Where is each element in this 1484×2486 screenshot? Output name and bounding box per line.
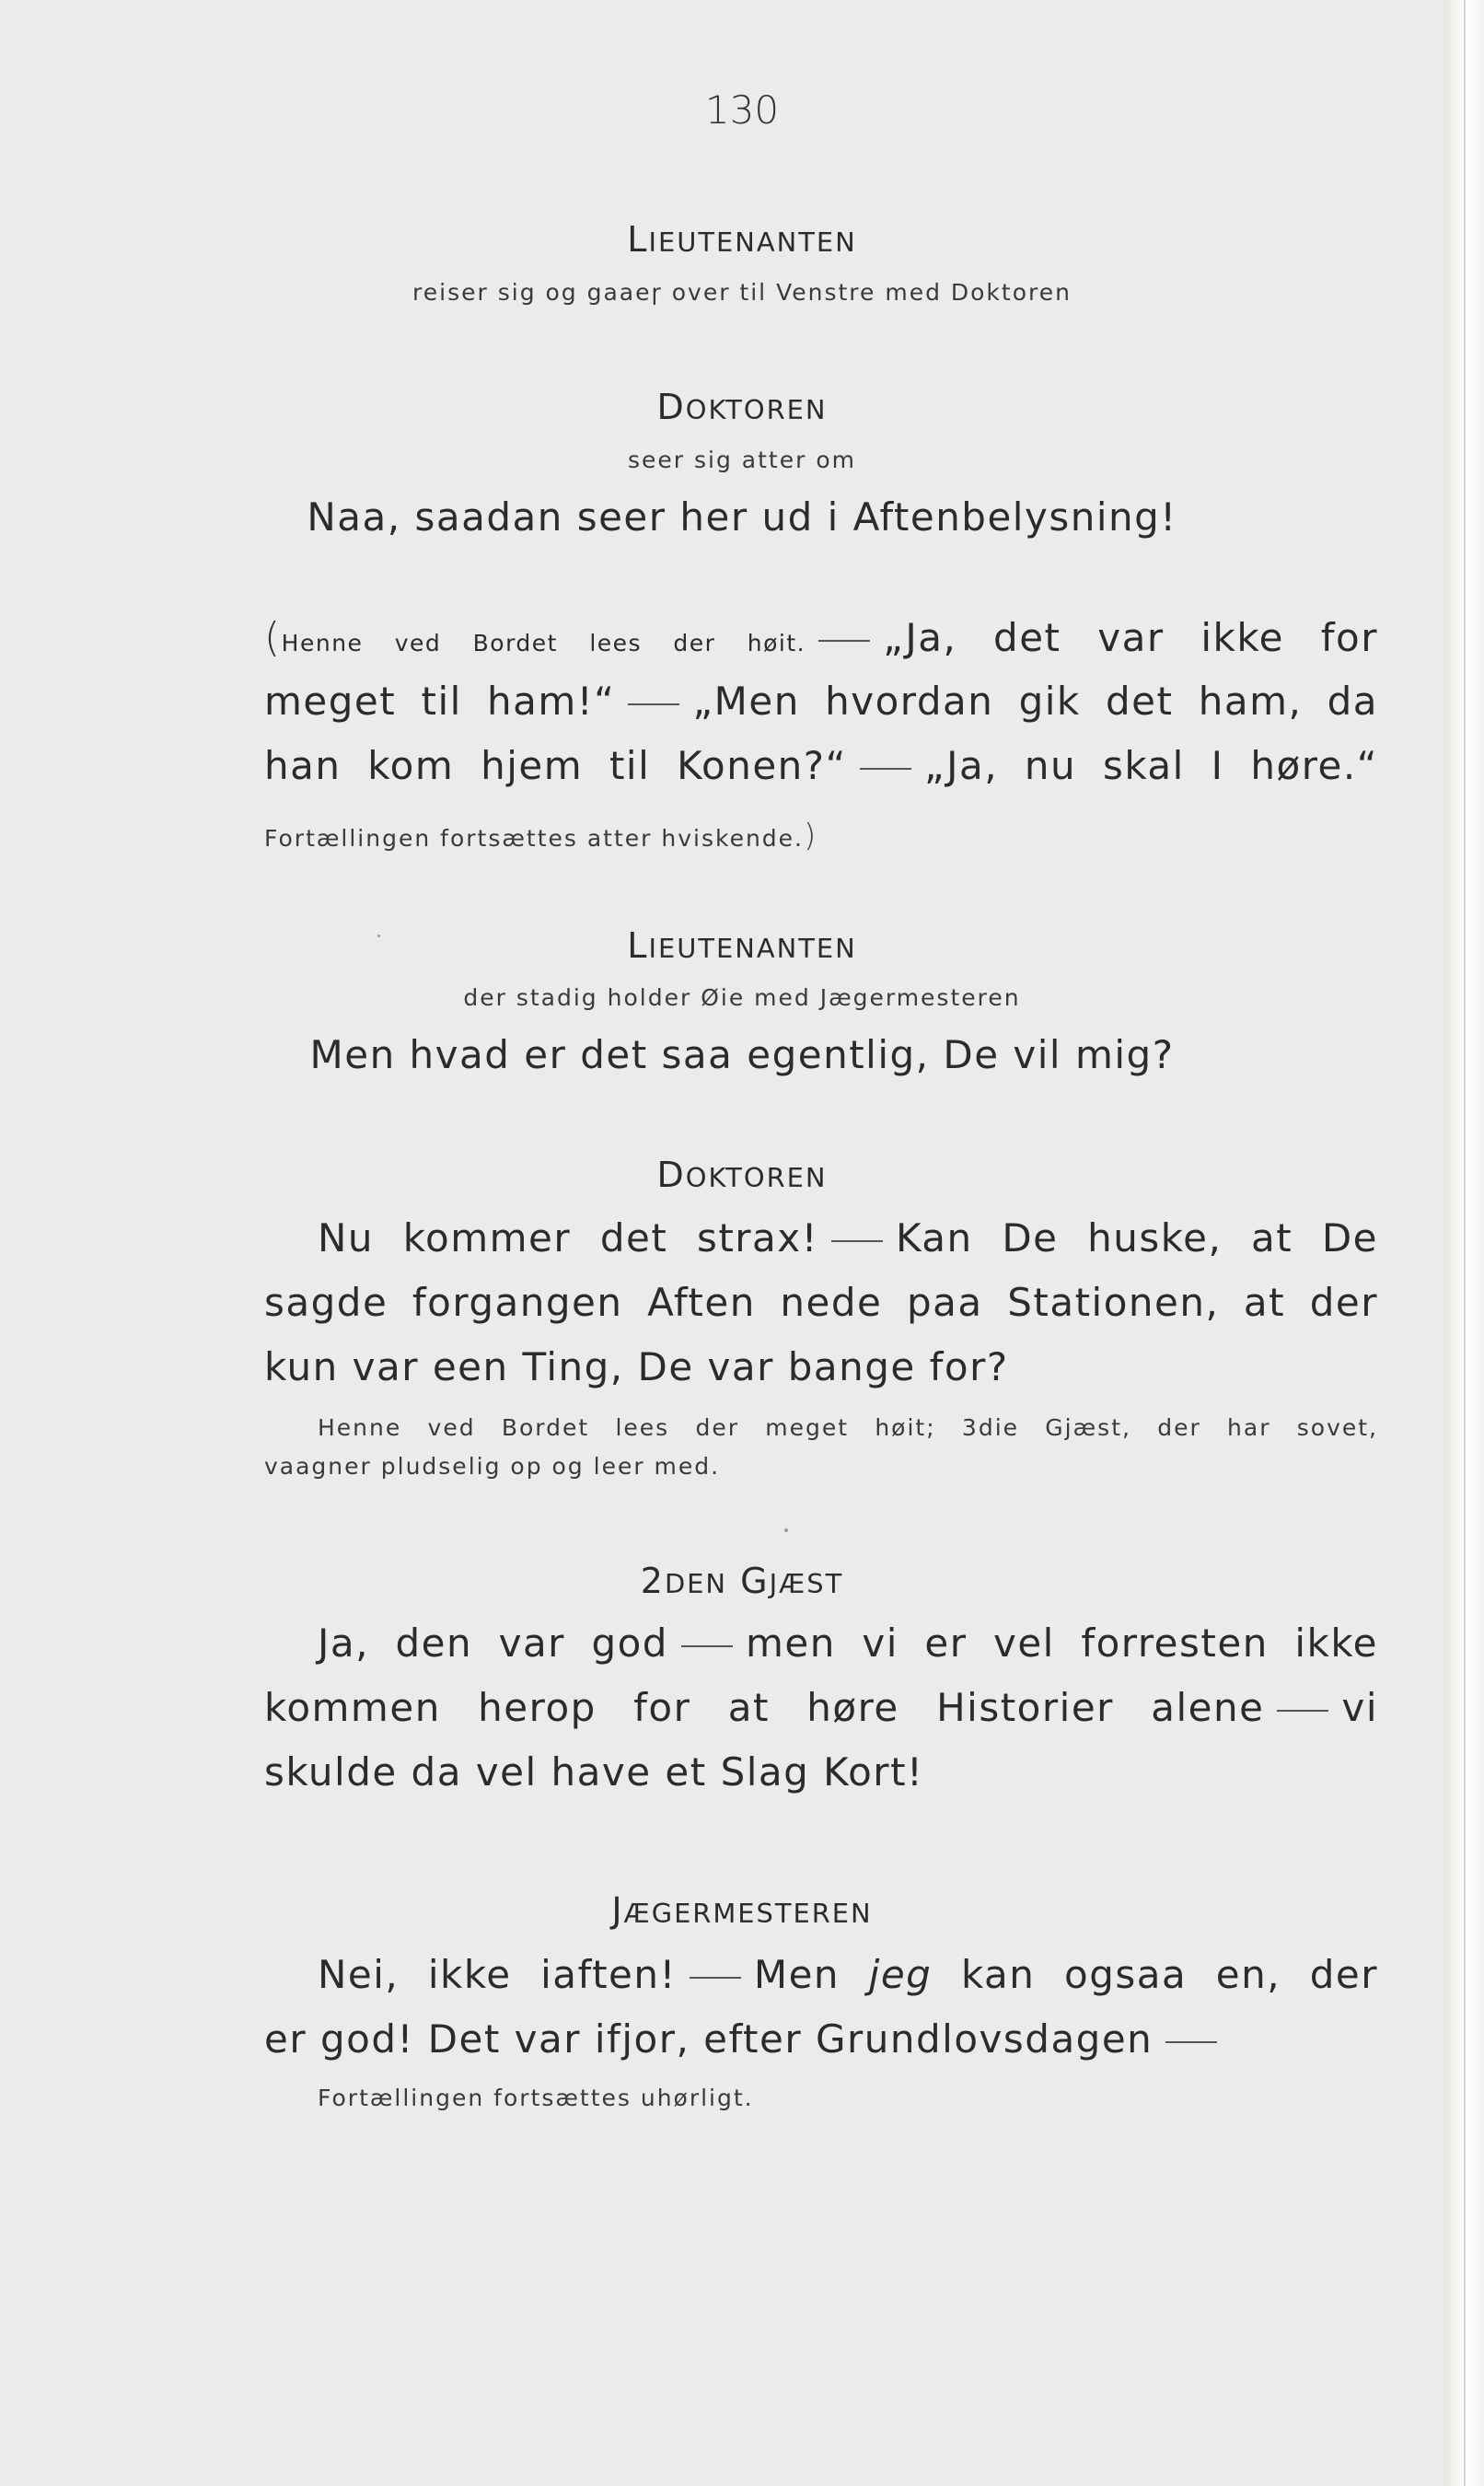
em-dash (1165, 2041, 1217, 2043)
speaker-rest: DEN (664, 1568, 728, 1599)
speaker-rest: IEUTENANTEN (648, 933, 857, 964)
dialogue-line: Naa, saadan seer her ud i Aftenbelysning! (307, 494, 1177, 540)
dialogue-text: Nei, ikke iaften! (318, 1952, 677, 1997)
dialogue-text: kommen herop for at høre Historier alene (264, 1685, 1265, 1730)
speaker-heading-doctor (0, 387, 1484, 427)
stage-direction: vaagner pludselig op og leer med. (264, 1453, 721, 1480)
page-number: 130 (704, 87, 780, 133)
emphasized-word: jeg (868, 1952, 933, 1997)
speaker-rest: OKTOREN (685, 394, 828, 425)
dialogue-text: „Ja, det var ikke for (883, 615, 1378, 660)
dialogue-text: meget til ham!“ (264, 679, 616, 724)
dialogue-line (318, 1952, 1378, 1997)
dialogue-text: han kom hjem til Konen?“ (264, 743, 847, 788)
em-dash (818, 640, 870, 642)
speaker-initial: G (740, 1561, 770, 1601)
speaker-rest: ÆGERMESTEREN (623, 1898, 873, 1929)
speaker-heading-hunt-master (0, 1890, 1484, 1931)
dialogue-text: „Men hvordan gik det ham, da (692, 679, 1378, 724)
dialogue-line: skulde da vel have et Slag Kort! (264, 1749, 924, 1795)
dialogue-line (264, 679, 1378, 724)
stage-direction: seer sig atter om (628, 447, 856, 473)
dialogue-text: men vi er vel forresten ikke (745, 1621, 1378, 1666)
em-dash (628, 703, 679, 705)
speaker-initial: D (656, 1155, 686, 1195)
dialogue-text: Kan De huske, at De (896, 1215, 1379, 1260)
em-dash (1277, 1710, 1328, 1712)
speaker-initial: L (627, 925, 649, 966)
dialogue-text: er god! Det var ifjor, efter Grundlovsdagen (264, 2016, 1154, 2062)
dialogue-word: Men (753, 1952, 841, 1997)
print-speck (784, 1528, 788, 1532)
em-dash (681, 1645, 733, 1647)
em-dash (690, 1977, 741, 1979)
dialogue-text (754, 1952, 1378, 1997)
dialogue-line: sagde forgangen Aften nede paa Stationen, at der (264, 1280, 1378, 1325)
speaker-heading-lieutenant (0, 219, 1484, 260)
stage-direction: Henne ved Bordet lees der meget høit; 3die Gjæst, der har sovet, (318, 1414, 1378, 1441)
speaker-heading-second-guest (0, 1561, 1484, 1601)
speaker-heading-lieutenant (0, 925, 1484, 966)
inline-stage-direction: Henne ved Bordet lees der høit. (281, 630, 806, 656)
speaker-initial: 2 (640, 1561, 665, 1601)
dialogue-line (264, 2016, 1230, 2062)
stage-direction: reiser sig og gaaeɼ over til Venstre med Doktoren (412, 279, 1072, 306)
stage-text: Fortællingen fortsættes atter hviskende. (264, 825, 804, 852)
em-dash (831, 1240, 883, 1242)
speaker-initial: D (656, 387, 686, 427)
speaker-initial: J (611, 1890, 624, 1931)
dialogue-line: kun var een Ting, De var bange for? (264, 1344, 1009, 1389)
stage-direction (264, 818, 817, 854)
speaker-heading-doctor (0, 1155, 1484, 1195)
paren-close: ) (804, 818, 818, 854)
speaker-rest: JÆST (769, 1568, 844, 1599)
speaker-rest: OKTOREN (685, 1162, 828, 1193)
print-speck (377, 935, 380, 937)
dialogue-line (318, 1215, 1378, 1260)
stage-direction: Fortællingen fortsættes uhørligt. (318, 2085, 754, 2111)
speaker-rest: IEUTENANTEN (648, 227, 857, 258)
dialogue-line: Men hvad er det saa egentlig, De vil mig? (309, 1032, 1175, 1077)
dialogue-text: Ja, den var god (318, 1621, 668, 1666)
dialogue-line (264, 1685, 1378, 1730)
stage-direction: der stadig holder Øie med Jægermesteren (463, 984, 1021, 1011)
dialogue-line (264, 743, 1378, 788)
dialogue-word: kan ogsaa en, der (960, 1952, 1378, 1997)
dialogue-line (264, 614, 1378, 661)
dialogue-text: vi (1341, 1685, 1378, 1730)
page-edge-line (1464, 0, 1466, 2486)
dialogue-text: Nu kommer det strax! (318, 1215, 818, 1260)
paren-open: ( (264, 614, 282, 661)
em-dash (860, 768, 911, 770)
dialogue-line (318, 1621, 1378, 1666)
speaker-initial: L (627, 219, 649, 260)
dialogue-text: „Ja, nu skal I høre.“ (923, 743, 1378, 788)
